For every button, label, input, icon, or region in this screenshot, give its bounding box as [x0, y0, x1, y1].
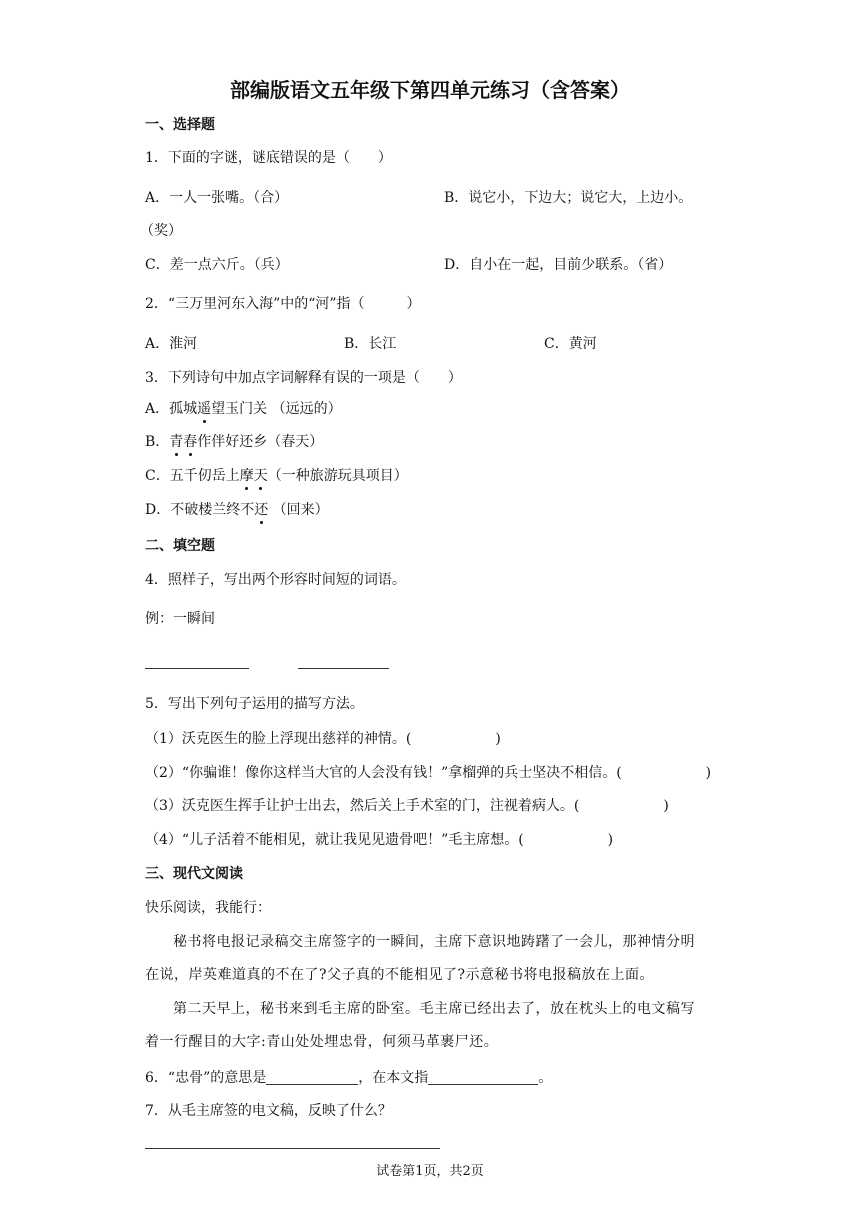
emphasis-dot-char: 还 — [254, 499, 268, 519]
question-3-option-b: B．青春作伴好还乡（春天） — [145, 431, 323, 451]
section-heading-fill: 二、填空题 — [145, 538, 215, 554]
reading-paragraph-2-line-1: 第二天早上，秘书来到毛主席的卧室。毛主席已经出去了，放在枕头上的电文稿写 — [173, 1001, 695, 1017]
section-heading-reading: 三、现代文阅读 — [145, 866, 243, 882]
reading-paragraph-1-line-1: 秘书将电报记录稿交主席签字的一瞬间，主席下意识地踌躇了一会儿，那神情分明 — [173, 934, 695, 950]
question-2-option-b: B．长江 — [344, 336, 397, 352]
question-5-stem: 5．写出下列句子运用的描写方法。 — [145, 696, 364, 712]
reading-intro: 快乐阅读，我能行： — [145, 900, 271, 916]
emphasis-dot-char: 春 — [183, 431, 197, 451]
question-5-sentence-3: （3）沃克医生挥手让护士出去，然后关上手术室的门，注视着病人。( ) — [145, 798, 669, 814]
emphasis-dot-char: 遥 — [197, 398, 211, 418]
question-1-option-c: C．差一点六斤。（兵） — [145, 257, 289, 273]
question-7-stem: 7．从毛主席签的电文稿，反映了什么？ — [145, 1103, 392, 1119]
emphasis-dot-char: 摩 — [240, 465, 254, 485]
question-6: 6．“忠骨”的意思是 ，在本文指 。 — [145, 1070, 553, 1086]
question-2-option-a: A．淮河 — [145, 336, 198, 352]
question-1-stem: 1．下面的字谜，谜底错误的是（ ） — [145, 150, 392, 166]
page-title: 部编版语文五年级下第四单元练习（含答案） — [230, 78, 630, 102]
reading-paragraph-2-line-2: 着一行醒目的大字:青山处处埋忠骨，何须马革裹尸还。 — [145, 1034, 499, 1050]
question-4-stem: 4．照样子，写出两个形容时间短的词语。 — [145, 572, 406, 588]
answer-blank-line[interactable] — [266, 1070, 358, 1085]
answer-blank-line[interactable] — [145, 668, 249, 669]
question-5-sentence-2: （2）“你骗谁！像你这样当大官的人会没有钱！”拿榴弹的兵士坚决不相信。( ) — [145, 765, 712, 781]
reading-paragraph-1-line-2: 在说，岸英难道真的不在了?父子真的不能相见了?示意秘书将电报稿放在上面。 — [145, 967, 655, 983]
page-footer: 试卷第1页，共2页 — [376, 1164, 484, 1179]
section-heading-choice: 一、选择题 — [145, 117, 215, 133]
question-5-sentence-4: （4）“儿子活着不能相见，就让我见见遗骨吧！”毛主席想。( ) — [145, 832, 614, 848]
answer-blank-line[interactable] — [428, 1070, 538, 1085]
answer-blank-line[interactable] — [298, 668, 389, 669]
question-3-option-c: C．五千仞岳上摩天（一种旅游玩具项目） — [145, 465, 408, 485]
question-1-option-b: B．说它小，下边大；说它大，上边小。 — [444, 190, 693, 206]
emphasis-dot-char: 天 — [254, 465, 268, 485]
question-4-example: 例：一瞬间 — [145, 611, 215, 627]
question-2-stem: 2．“三万里河东入海”中的“河”指（ ） — [145, 296, 421, 312]
question-3-option-a: A．孤城遥望玉门关 （远远的） — [145, 398, 342, 418]
question-1-option-a: A．一人一张嘴。（合） — [145, 190, 289, 206]
answer-blank-line[interactable] — [145, 1148, 440, 1149]
emphasis-dot-char: 青 — [169, 431, 183, 451]
question-3-option-d: D．不破楼兰终不还 （回来） — [145, 499, 329, 519]
question-2-option-c: C．黄河 — [544, 336, 597, 352]
question-1-option-b-answer: （奖） — [140, 223, 182, 239]
question-3-stem: 3．下列诗句中加点字词解释有误的一项是（ ） — [145, 370, 462, 386]
question-1-option-d: D．自小在一起，目前少联系。（省） — [444, 257, 673, 273]
question-5-sentence-1: （1）沃克医生的脸上浮现出慈祥的神情。( ) — [145, 731, 501, 747]
